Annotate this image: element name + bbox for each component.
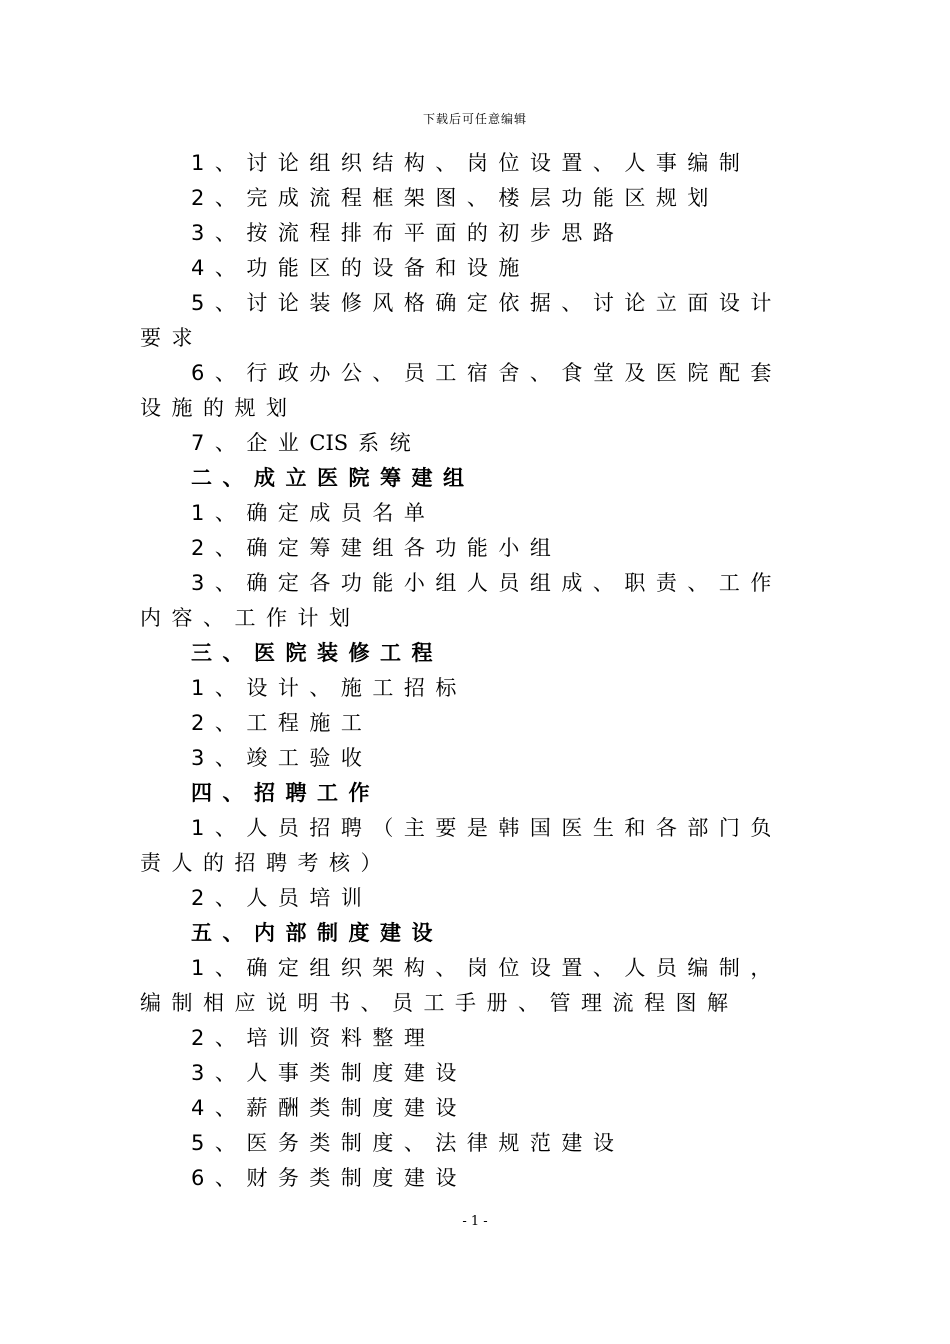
section-heading: 三、医院装修工程: [191, 641, 443, 665]
list-item: 5、讨论装修风格确定依据、讨论立面设计: [191, 291, 782, 315]
list-item: 1、确定组织架构、岗位设置、人员编制，: [191, 956, 782, 980]
list-item-text: 系统: [358, 431, 422, 455]
section-heading: 五、内部制度建设: [191, 921, 443, 945]
section-heading: 二、成立医院筹建组: [191, 466, 475, 490]
list-item: 4、薪酬类制度建设: [191, 1096, 467, 1120]
list-item: 6、财务类制度建设: [191, 1166, 467, 1190]
document-body: [140, 146, 805, 1196]
section-heading: 四、招聘工作: [191, 781, 380, 805]
header-note: 下载后可任意编辑: [422, 112, 527, 126]
list-item: 2、完成流程框架图、楼层功能区规划: [191, 186, 719, 210]
list-item: 1、设计、施工招标: [191, 676, 467, 700]
list-item: 1、人员招聘（主要是韩国医生和各部门负: [191, 816, 782, 840]
list-item-continuation: 编制相应说明书、员工手册、管理流程图解: [140, 991, 739, 1015]
list-item: 6、行政办公、员工宿舍、食堂及医院配套: [191, 361, 782, 385]
list-item: 2、确定筹建组各功能小组: [191, 536, 562, 560]
page-number: - 1 -: [462, 1214, 488, 1229]
list-item-continuation: 内容、工作计划: [140, 606, 361, 630]
list-item: 5、医务类制度、法律规范建设: [191, 1131, 625, 1155]
list-item: 1、讨论组织结构、岗位设置、人事编制: [191, 151, 751, 175]
list-item: 3、按流程排布平面的初步思路: [191, 221, 625, 245]
list-item: [140, 426, 805, 461]
list-item: 3、人事类制度建设: [191, 1061, 467, 1085]
list-item: 2、工程施工: [191, 711, 373, 735]
list-item-continuation: 要求: [140, 326, 203, 350]
cis-text: CIS: [309, 431, 349, 455]
list-item: 3、竣工验收: [191, 746, 373, 770]
list-item-continuation: 责人的招聘考核）: [140, 851, 392, 875]
list-item: 2、培训资料整理: [191, 1026, 436, 1050]
list-item-text: 7、企业: [191, 431, 310, 455]
list-item: 2、人员培训: [191, 886, 373, 910]
list-item-continuation: 设施的规划: [140, 396, 298, 420]
list-item: 4、功能区的设备和设施: [191, 256, 530, 280]
list-item: 3、确定各功能小组人员组成、职责、工作: [191, 571, 782, 595]
list-item: 1、确定成员名单: [191, 501, 436, 525]
